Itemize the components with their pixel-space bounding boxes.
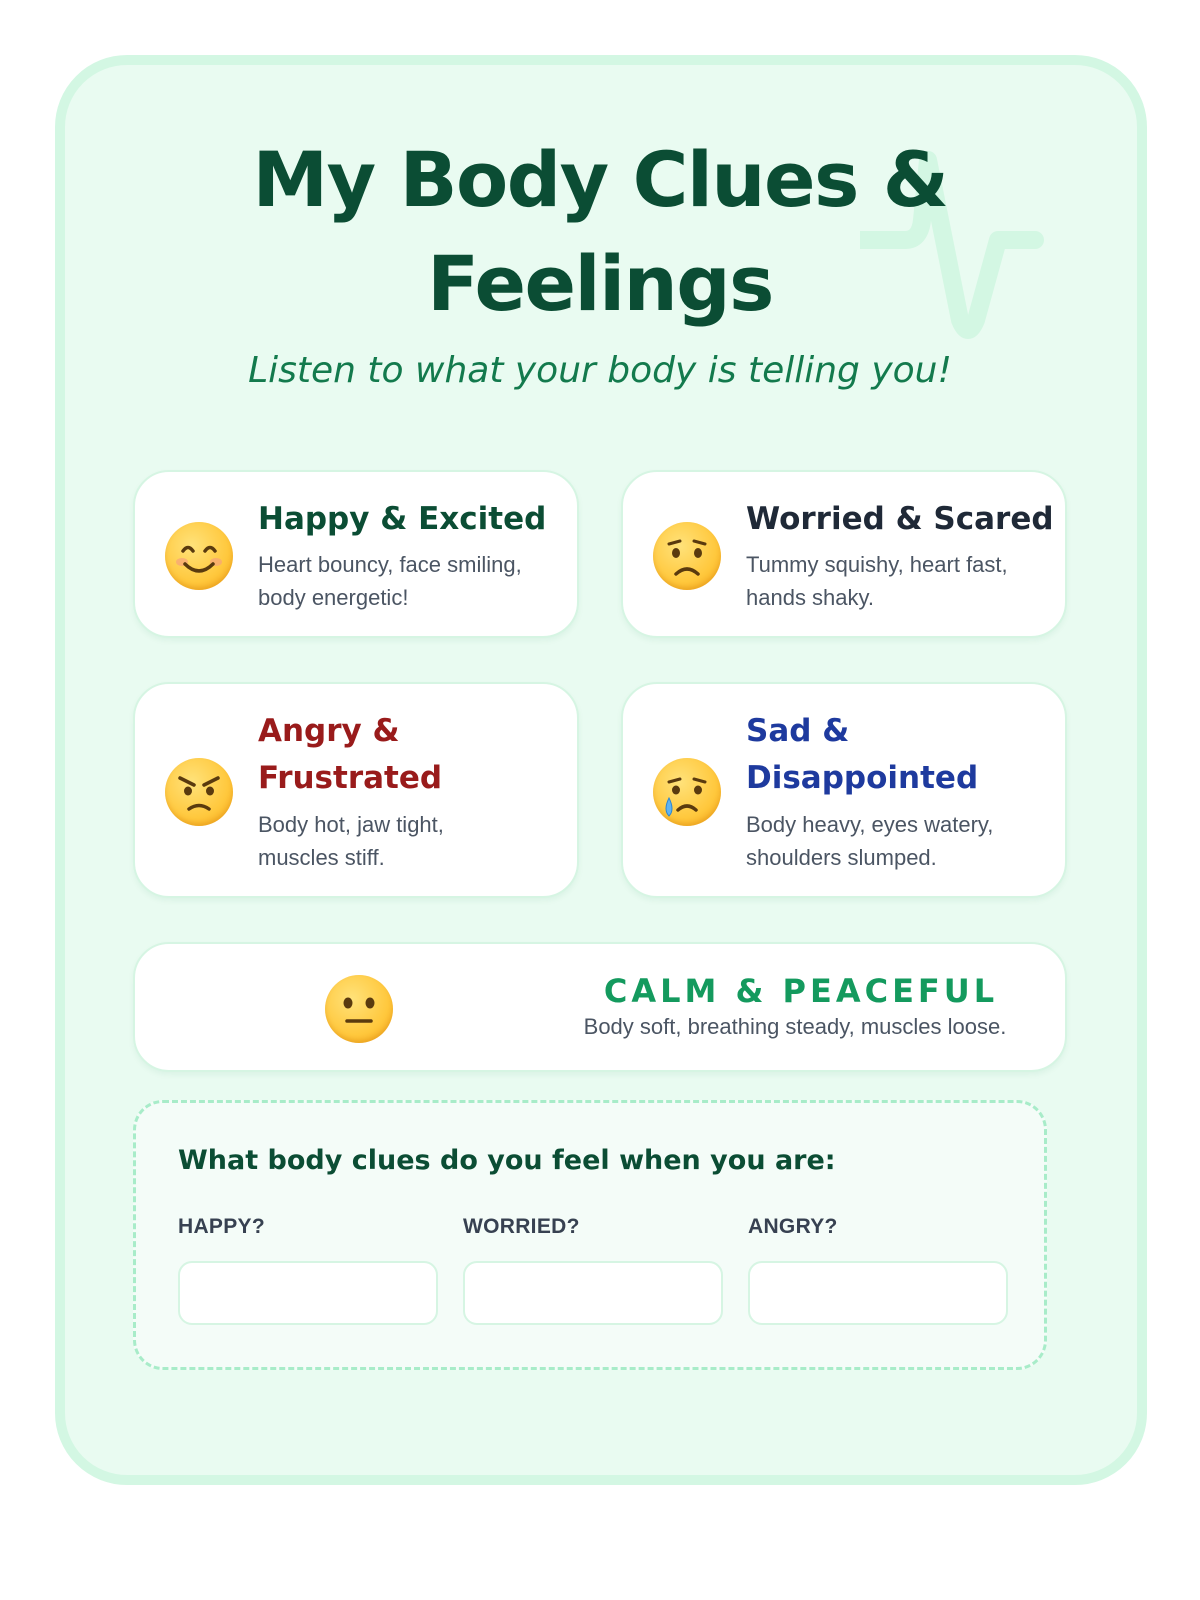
neutral-face-icon (325, 975, 393, 1043)
emotion-desc-worried-line-1: Tummy squishy, heart fast, (746, 552, 1008, 577)
emotion-title-angry-line-2: Frustrated (258, 760, 443, 796)
reflection-question: What body clues do you feel when you are: (178, 1145, 836, 1176)
crying-face-icon (653, 758, 721, 826)
emotion-desc-happy (258, 548, 522, 614)
angry-face-icon (165, 758, 233, 826)
emotion-title-sad (746, 708, 978, 802)
emotion-title-happy: Happy & Excited (258, 501, 547, 537)
smiling-face-icon (165, 522, 233, 590)
emotion-desc-sad (746, 808, 993, 874)
page-title-line-2: Feelings (427, 239, 773, 328)
emotion-title-sad-line-2: Disappointed (746, 760, 979, 796)
field-label-worried: WORRIED? (463, 1215, 580, 1238)
emotion-desc-sad-line-1: Body heavy, eyes watery, (746, 812, 994, 837)
angry-body-clues-input[interactable] (748, 1261, 1008, 1325)
emotion-desc-angry-line-1: Body hot, jaw tight, (258, 812, 444, 837)
field-label-angry: ANGRY? (748, 1215, 838, 1238)
emotion-card-happy (133, 470, 579, 638)
emotion-desc-worried-line-2: hands shaky. (746, 585, 875, 610)
emotion-card-angry (133, 682, 579, 898)
worried-face-icon (653, 522, 721, 590)
emotion-desc-worried (746, 548, 1008, 614)
field-label-happy: HAPPY? (178, 1215, 265, 1238)
emotion-title-angry (258, 708, 442, 802)
worried-body-clues-input[interactable] (463, 1261, 723, 1325)
emotion-card-calm (133, 942, 1067, 1072)
emotion-desc-angry (258, 808, 444, 874)
reflection-section (133, 1100, 1047, 1370)
emotion-title-sad-line-1: Sad & (746, 713, 850, 749)
emotion-desc-calm: Body soft, breathing steady, muscles loose. (583, 1014, 1007, 1039)
emotion-desc-sad-line-2: shoulders slumped. (746, 845, 937, 870)
emotion-card-sad (621, 682, 1067, 898)
happy-body-clues-input[interactable] (178, 1261, 438, 1325)
page-title (0, 128, 1200, 336)
emotion-card-worried (621, 470, 1067, 638)
page-subtitle: Listen to what your body is telling you! (248, 350, 952, 391)
emotion-desc-happy-line-2: body energetic! (258, 585, 409, 610)
emotion-title-calm: CALM & PEACEFUL (603, 972, 999, 1010)
emotion-title-worried: Worried & Scared (746, 501, 1054, 537)
page-title-line-1: My Body Clues & (252, 135, 948, 224)
emotion-title-angry-line-1: Angry & (258, 713, 400, 749)
emotion-desc-angry-line-2: muscles stiff. (258, 845, 385, 870)
emotion-desc-happy-line-1: Heart bouncy, face smiling, (258, 552, 522, 577)
